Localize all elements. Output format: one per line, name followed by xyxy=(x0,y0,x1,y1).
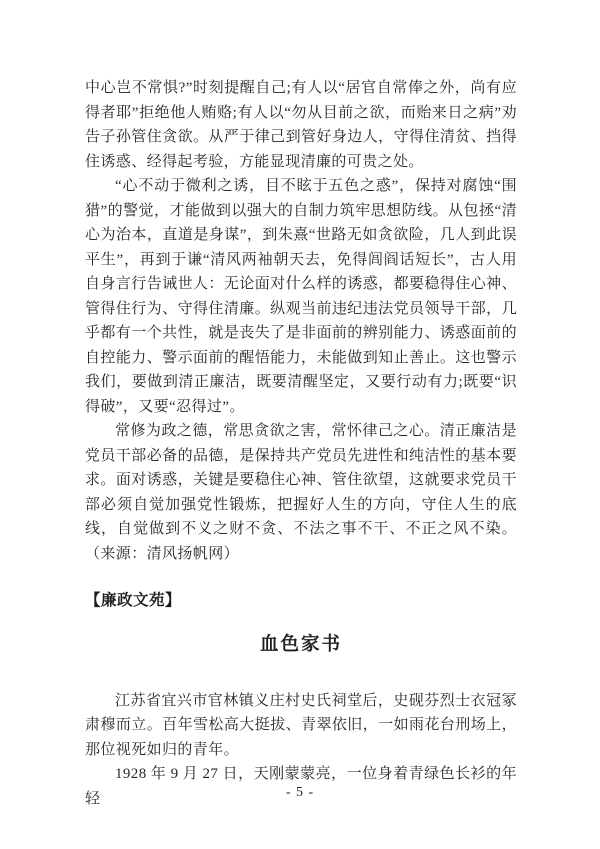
body-paragraph-continuation: 中心岂不常惧?”时刻提醒自己;有人以“居官自常俸之外，尚有应得者耶”拒绝他人贿赂;有人以“勿从目前之欲，而贻来日之病”劝告子孙管住贪欲。从严于律己到管好身边人，守得住清贫、挡得住诱惑、经得起考验，方能显现清廉的可贵之处。 xyxy=(85,80,517,170)
body-paragraph: “心不动于微利之诱，目不眩于五色之惑”，保持对腐蚀“围猎”的警觉，才能做到以强大的自制力筑牢思想防线。从包拯“清心为治本，直道是身谋”，到朱熹“世路无如贪欲险，几人到此误平生”，再到于谦“清风两袖朝天去，免得闾阎话短长”，古人用自身言行告诫世人：无论面对什么样的诱惑，都要稳得住心神、管得住行为、守得住清廉。纵观当前违纪违法党员领导干部，几乎都有一个共性，就是丧失了是非面前的辨别能力、诱惑面前的自控能力、警示面前的醒悟能力，未能做到知止善止。这也警示我们，要做到清正廉洁，既要清醒坚定，又要行动有力;既要“识得破”，又要“忍得过”。 xyxy=(85,178,517,415)
section-header: 【廉政文苑】 xyxy=(85,592,182,609)
body-paragraph: 常修为政之德，常思贪欲之害，常怀律己之心。清正廉洁是党员干部必备的品德，是保持共产党员先进性和纯洁性的基本要求。面对诱惑，关键是要稳住心神、管住欲望，这就要求党员干部必须自觉加强党性锻炼，把握好人生的方向，守住人生的底线，自觉做到不义之财不贪、不法之事不干、不正之风不染。（来源：清风扬帆网） xyxy=(85,423,517,562)
article-title: 血色家书 xyxy=(259,634,342,655)
article-paragraph: 1928 年 9 月 27 日，天刚蒙蒙亮，一位身着青绿色长衫的年轻 xyxy=(85,766,517,807)
document-content xyxy=(85,76,517,811)
page-number: - 5 - xyxy=(285,785,315,800)
article-paragraph: 江苏省宜兴市官林镇义庄村史氏祠堂后，史砚芬烈士衣冠冢肃穆而立。百年雪松高大挺拔、青翠依旧，一如雨花台刑场上，那位视死如归的青年。 xyxy=(85,692,517,758)
